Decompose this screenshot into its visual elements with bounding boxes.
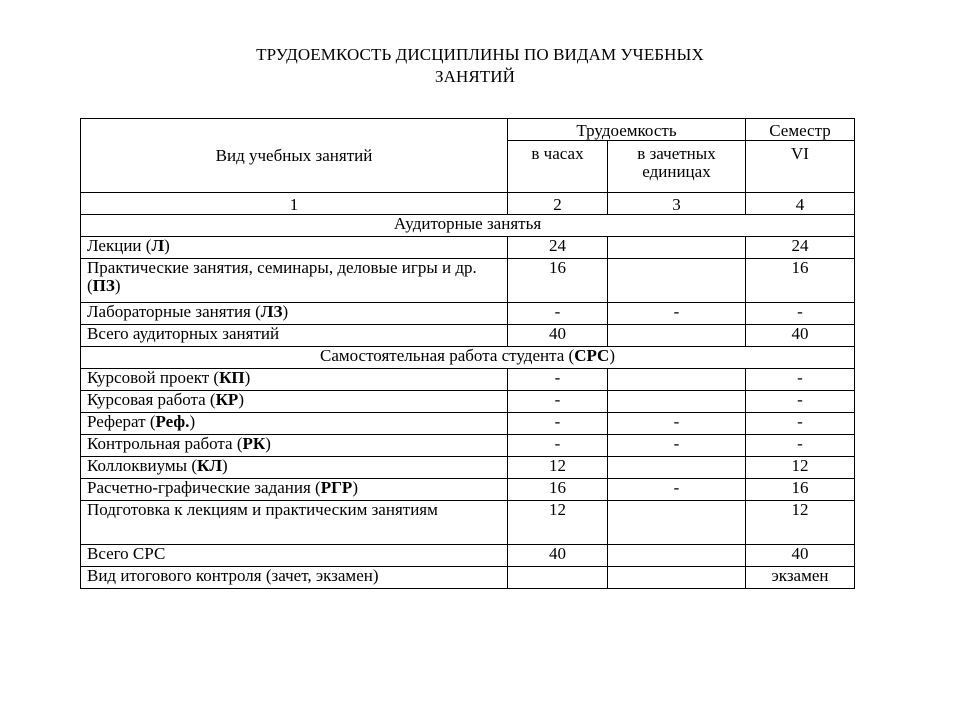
table-row: [81, 413, 855, 435]
row-semester-value: -: [746, 303, 855, 325]
row-credit-units: [608, 567, 746, 589]
row-label: Вид итогового контроля (зачет, экзамен): [81, 567, 508, 589]
column-number-2: 2: [508, 193, 608, 215]
row-credit-units: -: [608, 303, 746, 325]
row-credit-units: [608, 457, 746, 479]
table-row: [81, 303, 855, 325]
table-row: [81, 435, 855, 457]
table-row: [81, 545, 855, 567]
table-row: [81, 567, 855, 589]
table-row: [81, 391, 855, 413]
row-label: Курсовой проект (КП): [81, 369, 508, 391]
row-hours: 24: [508, 237, 608, 259]
row-semester-value: 16: [746, 259, 855, 303]
header-semester: Семестр: [746, 119, 855, 141]
header-hours: в часах: [508, 141, 608, 193]
section-srs: [81, 347, 855, 369]
header-workload: Трудоемкость: [508, 119, 746, 141]
row-credit-units: [608, 325, 746, 347]
title-line-2: ЗАНЯТИЙ: [434, 67, 516, 86]
table-row: [81, 259, 855, 303]
row-semester-value: экзамен: [746, 567, 855, 589]
row-credit-units: -: [608, 413, 746, 435]
row-semester-value: 12: [746, 501, 855, 545]
header-row-1: [81, 119, 855, 141]
column-number-4: 4: [746, 193, 855, 215]
row-label: Подготовка к лекциям и практическим занятиям: [81, 501, 508, 545]
table-row: [81, 479, 855, 501]
row-credit-units: [608, 369, 746, 391]
row-label: Лекции (Л): [81, 237, 508, 259]
section-auditory-title: Аудиторные занятья: [81, 215, 855, 237]
document-title: [0, 44, 960, 88]
row-credit-units: [608, 259, 746, 303]
header-activity-type: Вид учебных занятий: [81, 119, 508, 193]
row-hours: -: [508, 303, 608, 325]
header-credit-units: в зачетных единицах: [608, 141, 746, 193]
row-hours: 40: [508, 325, 608, 347]
table-row: [81, 369, 855, 391]
row-semester-value: -: [746, 413, 855, 435]
row-credit-units: [608, 501, 746, 545]
row-label: Коллоквиумы (КЛ): [81, 457, 508, 479]
row-hours: 16: [508, 259, 608, 303]
row-hours: 12: [508, 501, 608, 545]
row-label: Всего СРС: [81, 545, 508, 567]
row-semester-value: 24: [746, 237, 855, 259]
row-hours: -: [508, 413, 608, 435]
row-hours: -: [508, 391, 608, 413]
section-auditory: [81, 215, 855, 237]
row-semester-value: 40: [746, 545, 855, 567]
row-semester-value: 40: [746, 325, 855, 347]
row-credit-units: [608, 545, 746, 567]
row-label: Всего аудиторных занятий: [81, 325, 508, 347]
row-hours: -: [508, 435, 608, 457]
row-semester-value: -: [746, 435, 855, 457]
column-number-row: [81, 193, 855, 215]
row-semester-value: -: [746, 391, 855, 413]
row-label: Расчетно-графические задания (РГР): [81, 479, 508, 501]
workload-table: [80, 118, 855, 589]
row-semester-value: 16: [746, 479, 855, 501]
column-number-3: 3: [608, 193, 746, 215]
row-credit-units: -: [608, 435, 746, 457]
row-label: Лабораторные занятия (ЛЗ): [81, 303, 508, 325]
row-credit-units: [608, 237, 746, 259]
table-row: [81, 325, 855, 347]
row-hours: 40: [508, 545, 608, 567]
row-hours: -: [508, 369, 608, 391]
table-row: [81, 457, 855, 479]
row-label: Контрольная работа (РК): [81, 435, 508, 457]
title-line-1: ТРУДОЕМКОСТЬ ДИСЦИПЛИНЫ ПО ВИДАМ УЧЕБНЫХ: [256, 45, 704, 64]
row-semester-value: 12: [746, 457, 855, 479]
table-row: [81, 237, 855, 259]
section-srs-title: Самостоятельная работа студента (СРС): [81, 347, 855, 369]
row-hours: 16: [508, 479, 608, 501]
row-hours: [508, 567, 608, 589]
row-hours: 12: [508, 457, 608, 479]
table-row: [81, 501, 855, 545]
row-credit-units: -: [608, 479, 746, 501]
header-semester-number: VI: [746, 141, 855, 193]
row-semester-value: -: [746, 369, 855, 391]
row-label: Практические занятия, семинары, деловые игры и др. (ПЗ): [81, 259, 508, 303]
row-credit-units: [608, 391, 746, 413]
row-label: Курсовая работа (КР): [81, 391, 508, 413]
row-label: Реферат (Реф.): [81, 413, 508, 435]
column-number-1: 1: [81, 193, 508, 215]
